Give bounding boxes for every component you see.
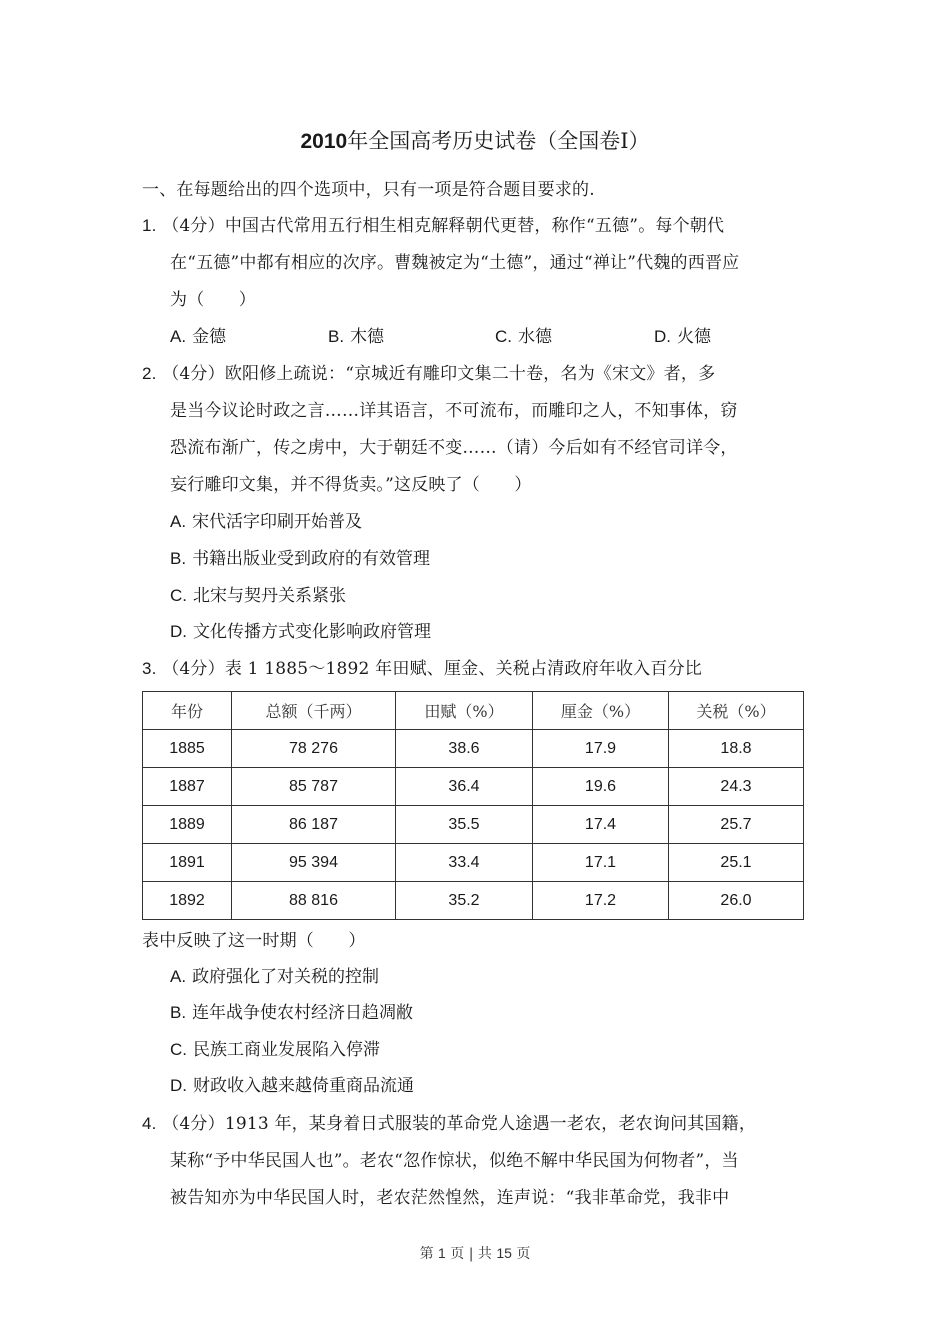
question-2-line-2: 是当今议论时政之言……详其语言，不可流布，而雕印之人，不知事体，窃 <box>170 401 738 421</box>
table-header-cell: 关税（%） <box>669 692 804 730</box>
table-cell: 24.3 <box>669 768 804 806</box>
question-2-line-1: 2. （4分）欧阳修上疏说：“京城近有雕印文集二十卷，名为《宋文》者，多 <box>142 364 716 384</box>
table-cell: 25.1 <box>669 844 804 882</box>
table-cell: 1885 <box>143 730 232 768</box>
question-1-line-3: 为（ ） <box>170 290 256 310</box>
table-row <box>143 768 804 806</box>
question-1-option-b[interactable]: B. 木德 <box>328 327 385 347</box>
table-cell: 25.7 <box>669 806 804 844</box>
table-cell: 1892 <box>143 882 232 920</box>
table-cell: 86 187 <box>232 806 396 844</box>
table-row <box>143 844 804 882</box>
table-cell: 17.1 <box>533 844 669 882</box>
revenue-table <box>142 691 804 920</box>
table-cell: 78 276 <box>232 730 396 768</box>
title-text: 年全国高考历史试卷（全国卷Ⅰ） <box>347 129 650 153</box>
question-3-option-a[interactable]: A. 政府强化了对关税的控制 <box>170 967 380 987</box>
question-3-option-c[interactable]: C. 民族工商业发展陷入停滞 <box>170 1040 380 1060</box>
title-year: 2010 <box>300 130 348 153</box>
question-3-prompt: 表中反映了这一时期（ ） <box>142 931 366 951</box>
question-1-line-1: 1. （4分）中国古代常用五行相生相克解释朝代更替，称作“五德”。每个朝代 <box>142 216 725 236</box>
question-2-option-c[interactable]: C. 北宋与契丹关系紧张 <box>170 586 346 606</box>
table-cell: 38.6 <box>396 730 533 768</box>
question-1-line-2: 在“五德”中都有相应的次序。曹魏被定为“土德”，通过“禅让”代魏的西晋应 <box>170 253 740 273</box>
table-header-cell: 年份 <box>143 692 232 730</box>
page-title <box>0 126 950 157</box>
question-3-option-b[interactable]: B. 连年战争使农村经济日趋凋敝 <box>170 1003 414 1023</box>
question-4-line-1: 4. （4分）1913 年，某身着日式服装的革命党人途遇一老农，老农询问其国籍， <box>142 1114 757 1134</box>
table-cell: 17.2 <box>533 882 669 920</box>
question-2-line-4: 妄行雕印文集，并不得货卖。”这反映了（ ） <box>170 475 532 495</box>
table-row <box>143 806 804 844</box>
question-3-option-d[interactable]: D. 财政收入越来越倚重商品流通 <box>170 1076 414 1096</box>
table-cell: 85 787 <box>232 768 396 806</box>
question-2-option-b[interactable]: B. 书籍出版业受到政府的有效管理 <box>170 549 431 569</box>
table-cell: 36.4 <box>396 768 533 806</box>
question-2-option-a[interactable]: A. 宋代活字印刷开始普及 <box>170 512 363 532</box>
table-cell: 18.8 <box>669 730 804 768</box>
question-1-option-c[interactable]: C. 水德 <box>495 327 552 347</box>
table-header-cell: 厘金（%） <box>533 692 669 730</box>
table-cell: 17.4 <box>533 806 669 844</box>
page-total: 15 <box>496 1245 512 1261</box>
question-3-line-1: 3. （4分）表 1 1885～1892 年田赋、厘金、关税占清政府年收入百分比 <box>142 659 702 679</box>
question-4-line-2: 某称“予中华民国人也”。老农“忽作惊状，似绝不解中华民国为何物者”，当 <box>170 1151 739 1171</box>
table-cell: 1891 <box>143 844 232 882</box>
table-cell: 33.4 <box>396 844 533 882</box>
question-2-option-d[interactable]: D. 文化传播方式变化影响政府管理 <box>170 622 431 642</box>
question-1-option-a[interactable]: A. 金德 <box>170 327 227 347</box>
table-header-cell: 总额（千两） <box>232 692 396 730</box>
table-cell: 1887 <box>143 768 232 806</box>
table-cell: 1889 <box>143 806 232 844</box>
table-cell: 88 816 <box>232 882 396 920</box>
table-cell: 95 394 <box>232 844 396 882</box>
question-1-option-d[interactable]: D. 火德 <box>654 327 711 347</box>
page-footer: 第 1 页 | 共 15 页 <box>419 1245 531 1262</box>
section-heading: 一、在每题给出的四个选项中，只有一项是符合题目要求的. <box>142 180 595 200</box>
table-header-cell: 田赋（%） <box>396 692 533 730</box>
page-current: 1 <box>438 1245 446 1261</box>
table-cell: 19.6 <box>533 768 669 806</box>
table-header-row <box>143 692 804 730</box>
table-cell: 17.9 <box>533 730 669 768</box>
table-cell: 35.5 <box>396 806 533 844</box>
question-4-line-3: 被告知亦为中华民国人时，老农茫然惶然，连声说：“我非革命党，我非中 <box>170 1188 730 1208</box>
table-row <box>143 730 804 768</box>
table-row <box>143 882 804 920</box>
table-cell: 35.2 <box>396 882 533 920</box>
table-cell: 26.0 <box>669 882 804 920</box>
question-2-line-3: 恐流布渐广，传之虏中，大于朝廷不变……（请）今后如有不经官司详令， <box>170 438 738 458</box>
